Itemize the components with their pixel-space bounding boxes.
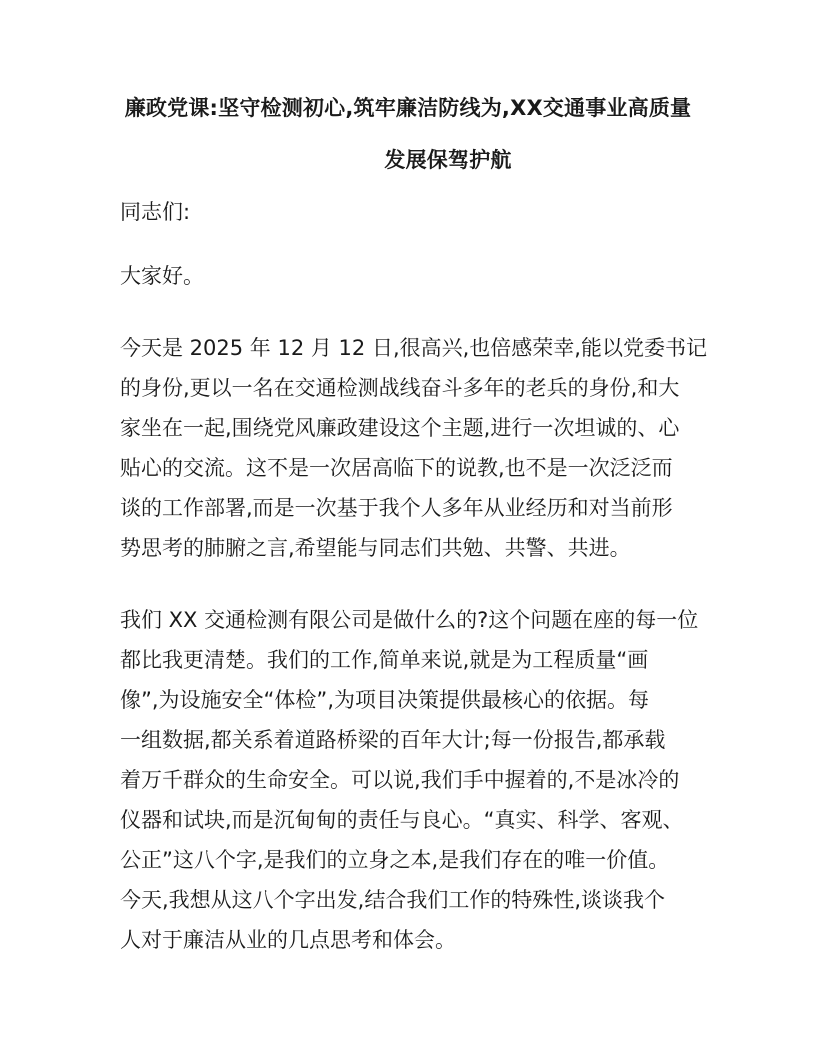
text-line: 谈的工作部署,而是一次基于我个人多年从业经历和对当前形 bbox=[120, 496, 673, 520]
text-line: 今天是 2025 年 12 月 12 日,很高兴,也倍感荣幸,能以党委书记 bbox=[120, 336, 707, 360]
text-line: 贴心的交流。这不是一次居高临下的说教,也不是一次泛泛而 bbox=[120, 456, 673, 480]
title-line: 发展保驾护航 bbox=[384, 148, 512, 172]
text-line: 我们 XX 交通检测有限公司是做什么的?这个问题在座的每一位 bbox=[120, 608, 699, 632]
text-line: 一组数据,都关系着道路桥梁的百年大计;每一份报告,都承载 bbox=[120, 728, 666, 752]
text-line: 的身份,更以一名在交通检测战线奋斗多年的老兵的身份,和大 bbox=[120, 376, 680, 400]
text-line: 着万千群众的生命安全。可以说,我们手中握着的,不是冰冷的 bbox=[120, 768, 680, 792]
paragraph-company bbox=[120, 600, 699, 960]
text-line: 家坐在一起,围绕党风廉政建设这个主题,进行一次坦诚的、心 bbox=[120, 416, 680, 440]
greeting: 大家好。 bbox=[120, 264, 204, 288]
text-line: 像”,为设施安全“体检”,为项目决策提供最核心的依据。每 bbox=[120, 688, 649, 712]
salutation: 同志们: bbox=[120, 200, 191, 224]
title-line: 廉政党课:坚守检测初心,筑牢廉洁防线为,XX交通事业高质量 bbox=[124, 96, 692, 120]
text-line: 人对于廉洁从业的几点思考和体会。 bbox=[120, 928, 456, 952]
text-line: 公正”这八个字,是我们的立身之本,是我们存在的唯一价值。 bbox=[120, 848, 670, 872]
document-title bbox=[120, 88, 696, 180]
text-line: 势思考的肺腑之言,希望能与同志们共勉、共警、共进。 bbox=[120, 536, 631, 560]
text-line: 仪器和试块,而是沉甸甸的责任与良心。“真实、科学、客观、 bbox=[120, 808, 684, 832]
text-line: 都比我更清楚。我们的工作,简单来说,就是为工程质量“画 bbox=[120, 648, 649, 672]
text-line: 今天,我想从这八个字出发,结合我们工作的特殊性,谈谈我个 bbox=[120, 888, 666, 912]
paragraph-intro bbox=[120, 328, 707, 568]
